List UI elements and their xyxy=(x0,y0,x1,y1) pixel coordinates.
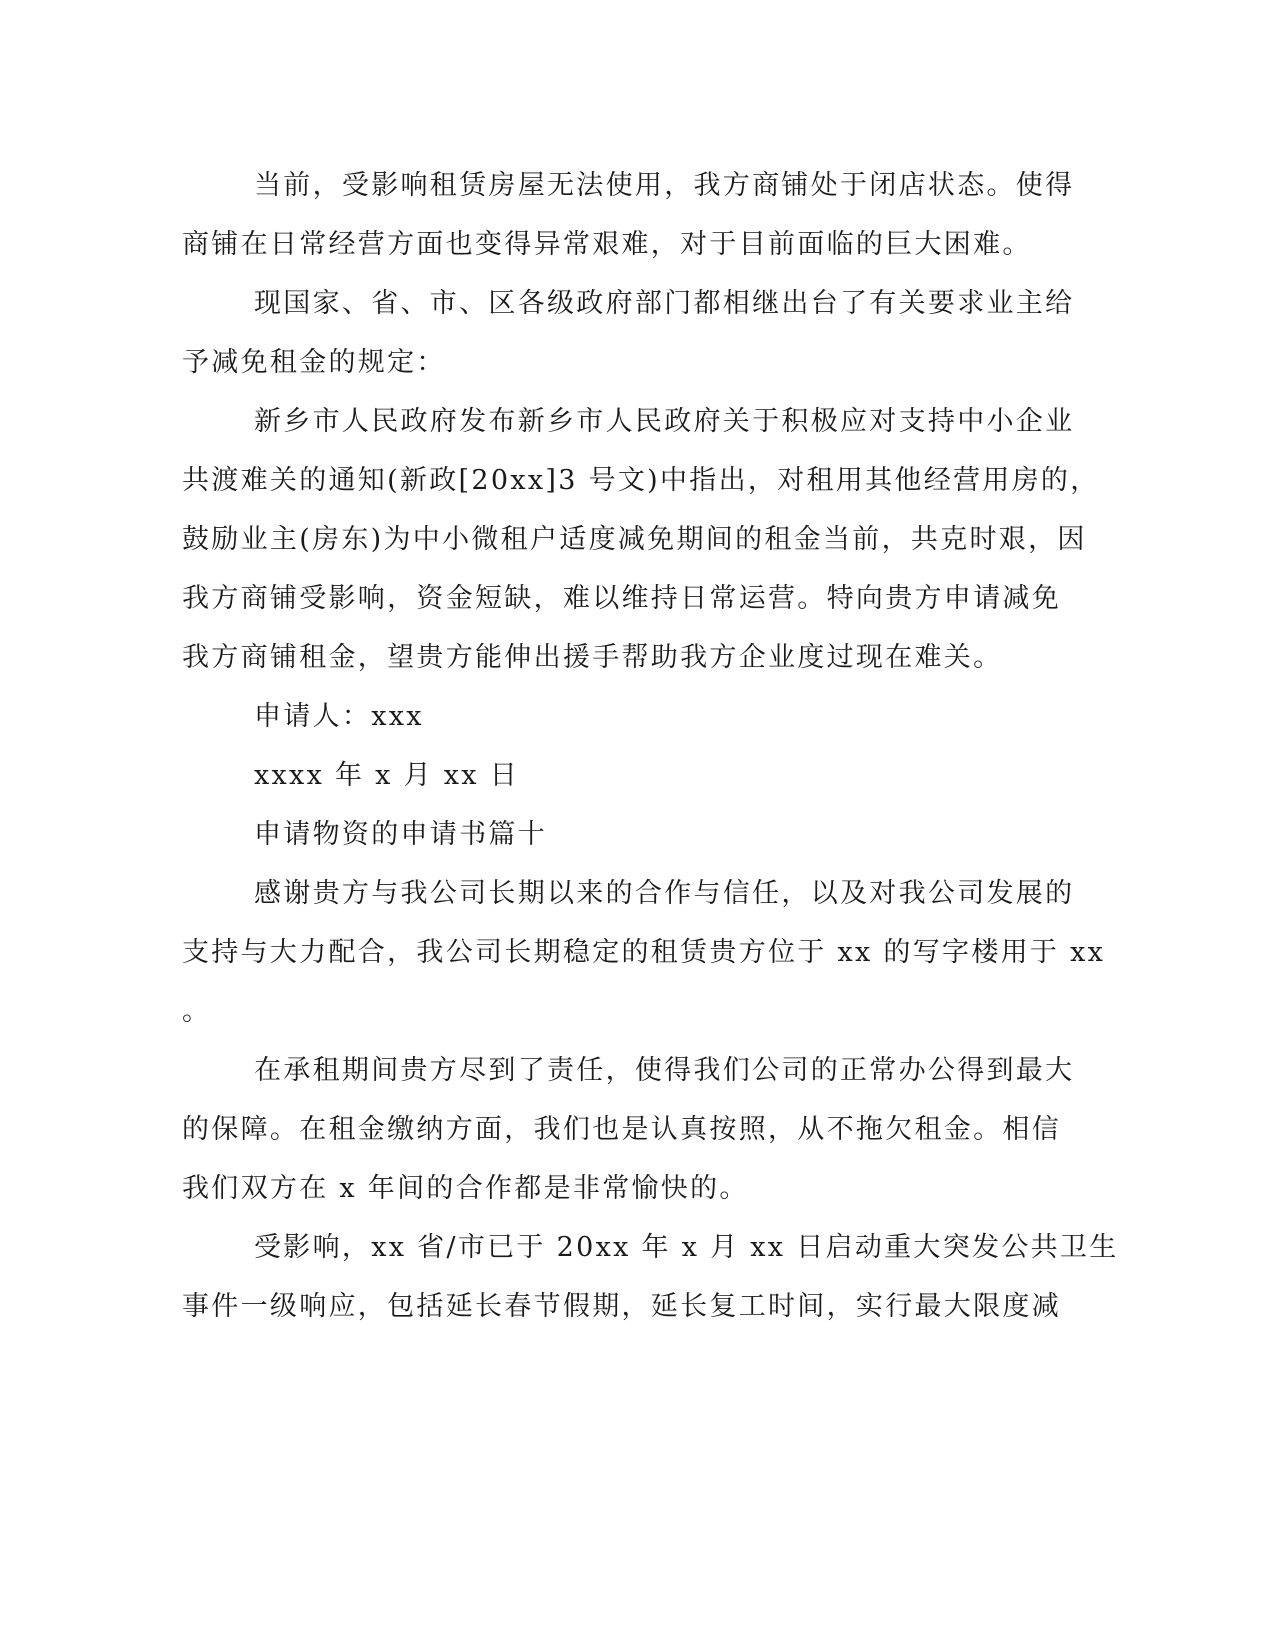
application-date: xxxx 年 x 月 xx 日 xyxy=(254,760,520,791)
text-line: 予减免租金的规定： xyxy=(182,347,446,378)
text-line: 支持与大力配合，我公司长期稳定的租赁贵方位于 xx 的写字楼用于 xx xyxy=(182,937,1106,968)
paragraph-closure-status xyxy=(182,156,1075,274)
text-line: 在承租期间贵方尽到了责任，使得我们公司的正常办公得到最大 xyxy=(254,1055,1075,1086)
paragraph-lease-period xyxy=(182,1041,1075,1218)
paragraph-xinxiang-notice xyxy=(182,392,1100,687)
text-line: 现国家、省、市、区各级政府部门都相继出台了有关要求业主给 xyxy=(254,288,1075,319)
document-body xyxy=(182,156,1119,1336)
text-line: 感谢贵方与我公司长期以来的合作与信任，以及对我公司发展的 xyxy=(254,878,1075,909)
date-line xyxy=(182,746,1032,805)
text-line: 我方商铺租金，望贵方能伸出援手帮助我方企业度过现在难关。 xyxy=(182,642,1003,673)
text-line: 新乡市人民政府发布新乡市人民政府关于积极应对支持中小企业 xyxy=(254,406,1075,437)
text-line: 我方商铺受影响，资金短缺，难以维持日常运营。特向贵方申请减免 xyxy=(182,583,1061,614)
section-heading xyxy=(182,805,1032,864)
paragraph-thanks xyxy=(182,864,1106,1041)
text-line: 当前，受影响租赁房屋无法使用，我方商铺处于闭店状态。使得 xyxy=(254,170,1075,201)
text-line: 鼓励业主(房东)为中小微租户适度减免期间的租金当前，共克时艰，因 xyxy=(182,524,1087,555)
text-line: 事件一级响应，包括延长春节假期，延长复工时间，实行最大限度减 xyxy=(182,1291,1061,1322)
applicant-line xyxy=(182,687,1032,746)
text-line: 商铺在日常经营方面也变得异常艰难，对于目前面临的巨大困难。 xyxy=(182,229,1032,260)
section-title: 申请物资的申请书篇十 xyxy=(254,819,547,850)
text-line: 我们双方在 x 年间的合作都是非常愉快的。 xyxy=(182,1173,749,1204)
applicant-name: 申请人：xxx xyxy=(254,701,424,732)
text-line: 的保障。在租金缴纳方面，我们也是认真按照，从不拖欠租金。相信 xyxy=(182,1114,1061,1145)
text-line: 。 xyxy=(182,996,212,1027)
text-line: 受影响，xx 省/市已于 20xx 年 x 月 xx 日启动重大突发公共卫生 xyxy=(254,1232,1119,1263)
paragraph-government-regulations xyxy=(182,274,1075,392)
paragraph-emergency-response xyxy=(182,1218,1119,1336)
text-line: 共渡难关的通知(新政[20xx]3 号文)中指出，对租用其他经营用房的， xyxy=(182,465,1100,496)
